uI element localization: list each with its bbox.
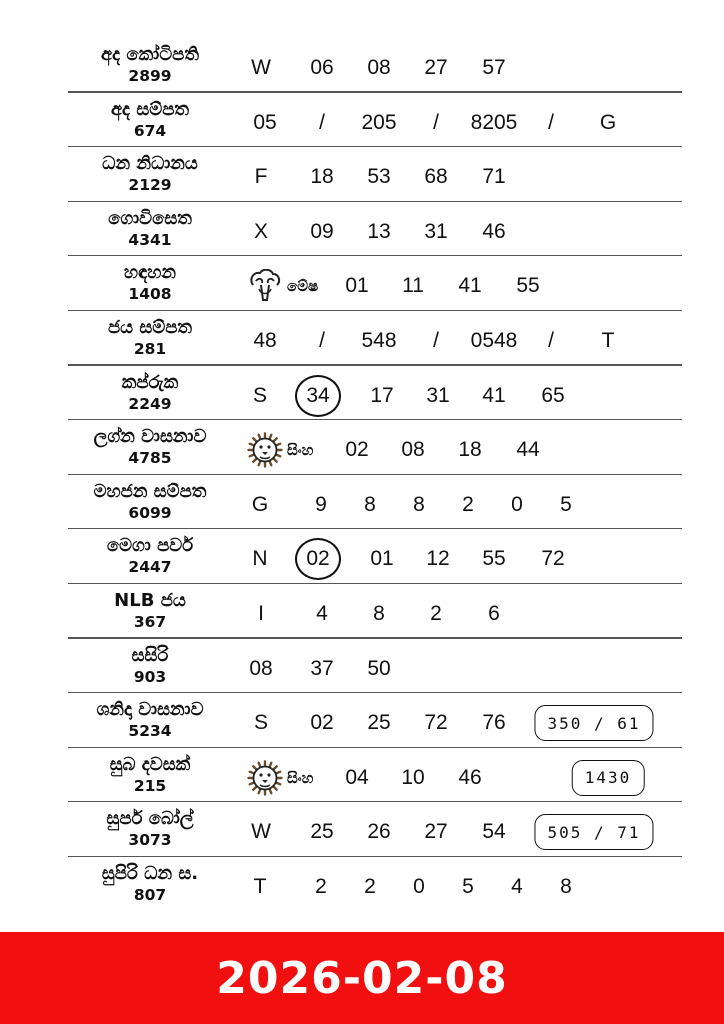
zodiac-label: සිංහ: [287, 441, 314, 460]
result-value: 08: [401, 438, 425, 462]
result-value: 53: [367, 165, 391, 189]
result-value: 48: [253, 328, 277, 352]
result-value: S: [252, 383, 268, 407]
lottery-name: කප්රුක: [121, 371, 179, 393]
lottery-name: සසිරි: [131, 644, 169, 666]
result-row: [0, 366, 724, 421]
result-value: /: [319, 328, 325, 352]
result-value: T: [601, 328, 615, 352]
result-value: 2: [430, 601, 442, 625]
result-value: 0: [511, 492, 523, 516]
lottery-name: ශනිදා වාසනාව: [96, 699, 204, 721]
result-value: N: [252, 547, 268, 571]
result-row: [0, 748, 724, 803]
result-row: [0, 584, 724, 639]
zodiac-sign: [247, 269, 318, 303]
result-value: 72: [541, 547, 565, 571]
lottery-name: NLB ජය: [114, 589, 186, 611]
result-value: /: [433, 110, 439, 134]
lottery-name: සුපර් බෝල්: [106, 808, 194, 830]
result-value: 18: [458, 438, 482, 462]
draw-number: 4785: [128, 449, 172, 468]
result-row: [0, 639, 724, 694]
result-value: 02: [345, 438, 369, 462]
result-value: 8: [364, 492, 376, 516]
result-value: I: [258, 601, 264, 625]
lottery-name: ලග්න වාසනාව: [93, 426, 207, 448]
result-value: X: [253, 219, 269, 243]
result-value: G: [599, 110, 617, 134]
result-value: /: [548, 110, 554, 134]
lottery-name: අද සම්පත: [110, 98, 190, 120]
result-value: 31: [426, 383, 450, 407]
bonus-box: 350 / 61: [534, 705, 653, 741]
result-value: 37: [310, 656, 334, 680]
draw-number: 367: [133, 612, 167, 631]
result-value: 55: [482, 547, 506, 571]
result-row: [0, 693, 724, 748]
draw-number: 903: [133, 667, 167, 686]
bonus-box: 505 / 71: [534, 814, 653, 850]
result-value: 8205: [470, 110, 518, 134]
result-value: 04: [345, 765, 369, 789]
draw-number: 2129: [128, 176, 172, 195]
zodiac-label: මේෂ: [287, 277, 319, 296]
result-value: 06: [310, 56, 334, 79]
result-row: [0, 529, 724, 584]
result-value: W: [251, 56, 271, 79]
result-value: /: [433, 328, 439, 352]
zodiac-sign: [247, 760, 313, 796]
result-row: [0, 256, 724, 311]
result-value: 4: [316, 601, 328, 625]
result-value: 76: [482, 711, 506, 735]
lion-icon: [247, 432, 283, 468]
draw-number: 2249: [128, 394, 172, 413]
result-value: 18: [310, 165, 334, 189]
result-value: S: [253, 711, 269, 735]
result-value: 548: [361, 328, 397, 352]
lottery-name: ගොවිසෙත: [108, 207, 192, 229]
result-value: 71: [482, 165, 506, 189]
draw-number: 6099: [128, 503, 172, 522]
result-value: 72: [424, 711, 448, 735]
lottery-name: මෙගා පවර්: [106, 535, 194, 557]
lottery-name: සුබ දවසක්: [109, 753, 191, 775]
result-value: 17: [370, 383, 394, 407]
result-value: 0548: [470, 328, 518, 352]
results-table: [0, 38, 724, 912]
result-value: 41: [482, 383, 506, 407]
lottery-name: මහජන සම්පත: [93, 480, 207, 502]
result-value: 01: [345, 274, 369, 298]
result-value: 2: [364, 874, 376, 898]
result-value: 9: [315, 492, 327, 516]
draw-number: 2447: [128, 558, 172, 577]
draw-number: 281: [133, 339, 167, 358]
result-value: 27: [424, 820, 448, 844]
result-value: 8: [373, 601, 385, 625]
result-value: 46: [482, 219, 506, 243]
circled-number: 02: [295, 538, 341, 580]
lottery-name: ධන නිධානය: [102, 153, 198, 175]
result-value: 5: [462, 874, 474, 898]
lottery-name: සුපිරි ධන ස.: [101, 862, 199, 884]
result-value: G: [251, 492, 269, 516]
draw-number: 674: [133, 121, 167, 140]
lottery-name: ජය සම්පත: [107, 316, 193, 338]
result-value: 25: [367, 711, 391, 735]
result-value: 41: [458, 274, 482, 298]
result-value: /: [548, 328, 554, 352]
circled-number: 34: [295, 375, 341, 417]
result-value: 2: [462, 492, 474, 516]
result-value: 10: [401, 765, 425, 789]
result-value: 11: [402, 274, 424, 298]
result-row: [0, 802, 724, 857]
result-value: 65: [541, 383, 565, 407]
result-value: 68: [424, 165, 448, 189]
result-value: 2: [315, 874, 327, 898]
result-row: [0, 147, 724, 202]
result-row: [0, 93, 724, 148]
draw-number: 3073: [128, 831, 172, 850]
bonus-box: 1430: [572, 760, 645, 796]
draw-number: 215: [133, 776, 167, 795]
lottery-name: අද කෝටිපති: [101, 44, 199, 65]
result-value: 57: [482, 56, 506, 79]
result-value: 12: [426, 547, 450, 571]
result-value: 05: [253, 110, 277, 134]
draw-number: 2899: [128, 67, 172, 85]
zodiac-label: සිංහ: [287, 768, 314, 787]
zodiac-sign: [247, 432, 313, 468]
result-value: 27: [424, 56, 448, 79]
result-value: 08: [367, 56, 391, 79]
result-row: [0, 420, 724, 475]
result-value: 50: [367, 656, 391, 680]
draw-date: 2026-02-08: [216, 952, 508, 1004]
result-value: 31: [424, 219, 448, 243]
result-row: [0, 38, 724, 93]
result-value: 54: [482, 820, 506, 844]
result-value: 8: [560, 874, 572, 898]
result-value: 01: [370, 547, 394, 571]
result-value: 46: [458, 765, 482, 789]
result-value: 09: [310, 219, 334, 243]
date-banner: [0, 932, 724, 1024]
result-value: 4: [511, 874, 523, 898]
lion-icon: [247, 760, 283, 796]
result-value: /: [319, 110, 325, 134]
result-row: [0, 857, 724, 912]
result-value: 26: [367, 820, 391, 844]
result-value: 0: [413, 874, 425, 898]
result-value: 44: [516, 438, 540, 462]
result-row: [0, 202, 724, 257]
result-value: W: [251, 820, 271, 844]
draw-number: 1408: [128, 285, 172, 304]
result-value: 6: [488, 601, 500, 625]
result-value: T: [253, 874, 267, 898]
draw-number: 4341: [128, 230, 172, 249]
result-value: 08: [249, 656, 273, 680]
result-value: 8: [413, 492, 425, 516]
result-value: 205: [361, 110, 397, 134]
draw-number: 5234: [128, 722, 172, 741]
result-value: 55: [516, 274, 540, 298]
result-row: [0, 311, 724, 366]
ram-icon: [247, 269, 283, 303]
result-value: 02: [310, 711, 334, 735]
result-value: 5: [560, 492, 572, 516]
result-value: 25: [310, 820, 334, 844]
lottery-name: හඳහන: [123, 262, 177, 284]
result-row: [0, 475, 724, 530]
result-value: 13: [367, 219, 391, 243]
result-value: F: [254, 165, 268, 189]
draw-number: 807: [133, 885, 167, 904]
